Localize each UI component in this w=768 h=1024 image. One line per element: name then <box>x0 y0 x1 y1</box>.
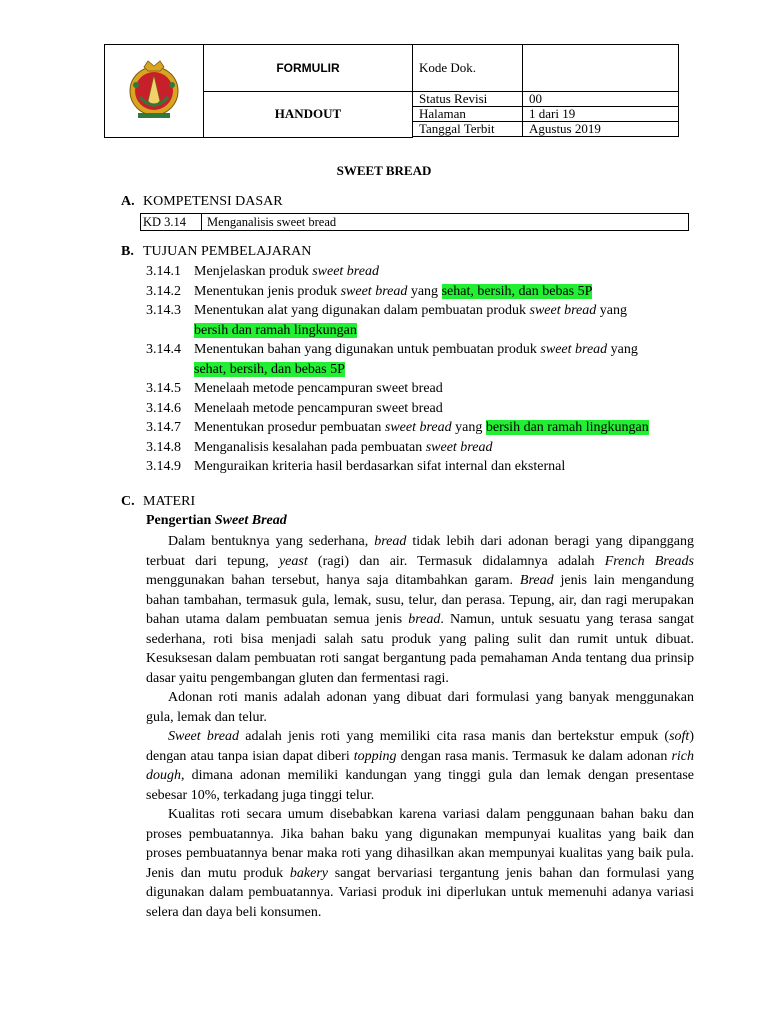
materi-paragraph <box>146 688 694 727</box>
objective-hl: bersih dan ramah lingkungan <box>485 420 649 435</box>
section-title: MATERI <box>143 494 196 509</box>
tanggal-terbit-label: Tanggal Terbit <box>413 122 523 137</box>
paragraph-run: ) dengan atau tanpa isian dapat diberi <box>146 729 694 764</box>
document-title: SWEET BREAD <box>336 163 432 178</box>
objective-num: 3.14.6 <box>146 400 181 416</box>
objective-item <box>146 438 706 458</box>
paragraph-italic-run: rich dough <box>146 748 694 783</box>
objective-em: sweet bread <box>384 420 452 435</box>
paragraph-run: jenis lain mengandung bahan tambahan, termasuk gula, lemak, susu, telur, dan perasa. Tepung, air, dan ragi merupakan bahan utama dalam pembuatan semua jenis <box>146 573 694 627</box>
section-a-heading <box>121 194 283 210</box>
paragraph-italic-run: soft <box>669 729 690 744</box>
objective-item <box>146 457 706 477</box>
objective-text: Menelaah metode pencampuran sweet bread <box>194 400 443 416</box>
halaman-label: Halaman <box>413 106 523 121</box>
logo-cell <box>105 45 204 138</box>
yogyakarta-crest-icon <box>124 57 184 121</box>
form-label: FORMULIR <box>204 45 413 92</box>
status-revisi-label: Status Revisi <box>413 91 523 106</box>
paragraph-italic-run: bakery <box>289 865 328 881</box>
paragraph-run: . Namun, untuk sesuatu yang terasa sangat sederhana, roti bisa menjadi salah satu produk yang paling sulit dan rumit untuk dibuat. Kesuksesan dalam pembuatan roti sangat bergantung pada pemahaman Anda tentang dua prinsip dasar yaitu pengembangan gluten dan fermentasi ragi. <box>146 612 694 686</box>
paragraph-italic-run: Bread <box>519 573 554 588</box>
halaman-value: 1 dari 19 <box>523 106 679 121</box>
objective-num: 3.14.8 <box>146 439 181 455</box>
kd-code: KD 3.14 <box>141 214 202 230</box>
objective-text: Menguraikan kriteria hasil berdasarkan sifat internal dan eksternal <box>194 459 566 474</box>
paragraph-run: Adonan roti manis adalah adonan yang dibuat dari formulasi yang banyak menggunakan gula, lemak dan telur. <box>146 690 694 725</box>
handout-label: HANDOUT <box>204 91 413 137</box>
tanggal-terbit-value: Agustus 2019 <box>523 122 679 137</box>
objective-item <box>146 282 706 302</box>
section-letter: A. <box>121 194 135 209</box>
section-letter: C. <box>121 494 135 509</box>
section-c-heading <box>121 494 195 510</box>
objective-item <box>146 340 706 379</box>
paragraph-run: adalah jenis roti yang memiliki cita rasa manis dan bertekstur empuk ( <box>239 729 670 744</box>
objective-em: sweet bread <box>540 342 608 357</box>
section-title: TUJUAN PEMBELAJARAN <box>143 244 312 259</box>
objective-num: 3.14.3 <box>146 303 181 318</box>
materi-subheading: Pengertian Sweet Bread <box>146 513 287 528</box>
kd-text: Menganalisis sweet bread <box>207 215 337 229</box>
objective-item <box>146 301 706 340</box>
paragraph-italic-run: French Breads <box>604 553 694 569</box>
objective-em: sweet bread <box>312 264 379 279</box>
objective-after: yang <box>407 283 442 299</box>
objective-em: sweet bread <box>340 283 408 299</box>
paragraph-italic-run: bread <box>408 612 441 627</box>
materi-paragraph <box>146 727 694 805</box>
objective-item <box>146 418 706 438</box>
objective-after: yang <box>596 303 627 318</box>
objective-num: 3.14.7 <box>146 420 181 435</box>
paragraph-run: menggunakan bahan tersebut, hanya saja ditambahkan garam. <box>146 573 520 588</box>
kode-dok-value <box>523 45 679 92</box>
paragraph-italic-run: topping <box>353 748 397 764</box>
objective-num: 3.14.5 <box>146 381 181 396</box>
objective-text: Menentukan bahan yang digunakan untuk pembuatan produk <box>194 342 541 357</box>
objective-after: yang <box>607 342 638 357</box>
materi-body <box>146 532 694 922</box>
objective-num: 3.14.9 <box>146 459 181 474</box>
objective-text: Menentukan alat yang digunakan dalam pembuatan produk <box>194 303 530 318</box>
paragraph-run: Dalam bentuknya yang sederhana, <box>168 534 375 549</box>
objective-text: Menentukan jenis produk <box>194 283 341 299</box>
document-header-table <box>104 44 679 138</box>
objective-num: 3.14.2 <box>146 283 181 299</box>
objective-hl: sehat, bersih, dan bebas 5P <box>441 283 593 299</box>
paragraph-italic-run: Sweet bread <box>168 729 240 744</box>
objective-num: 3.14.1 <box>146 264 181 279</box>
section-title: KOMPETENSI DASAR <box>143 194 283 209</box>
kode-dok-label: Kode Dok. <box>413 45 523 92</box>
kd-box <box>140 213 689 231</box>
paragraph-run: dengan rasa manis. Termasuk ke dalam adonan <box>396 748 672 764</box>
objective-item <box>146 379 706 399</box>
objective-cont-hl: sehat, bersih, dan bebas 5P <box>194 361 345 377</box>
objective-text: Menelaah metode pencampuran sweet bread <box>194 381 443 396</box>
objective-list <box>146 262 706 477</box>
objective-cont-hl: bersih dan ramah lingkungan <box>194 322 357 338</box>
status-revisi-value: 00 <box>523 91 679 106</box>
materi-paragraph <box>146 805 694 922</box>
section-letter: B. <box>121 244 134 259</box>
paragraph-run: tidak lebih dari adonan beragi yang dipanggang terbuat dari tepung, <box>146 534 694 569</box>
section-b-heading <box>121 244 311 260</box>
objective-continuation <box>146 321 706 341</box>
paragraph-italic-run: bread <box>374 534 407 549</box>
objective-em: sweet bread <box>425 439 493 455</box>
objective-text: Menjelaskan produk <box>194 264 313 279</box>
objective-text: Menentukan prosedur pembuatan <box>194 420 385 435</box>
objective-item <box>146 399 706 419</box>
objective-after: yang <box>451 420 486 435</box>
paragraph-run: (ragi) dan air. Termasuk didalamnya adalah <box>307 553 605 569</box>
objective-item <box>146 262 706 282</box>
materi-paragraph <box>146 532 694 688</box>
objective-continuation <box>146 360 706 380</box>
paragraph-run: sangat bervariasi tergantung jenis bahan dan formulasi yang digunakan dalam pembuatannya. Variasi produk ini diperlukan untuk memenuhi adanya variasi selera dan daya beli konsumen. <box>146 865 695 920</box>
paragraph-run: Kualitas roti secara umum disebabkan karena variasi dalam penggunaan bahan baku dan proses pembuatannya. Jika bahan baku yang digunakan mempunyai kualitas yang baik dan proses pembuatannya benar maka roti yang dihasilkan akan mempunyai kualitas yang baik pula. Jenis dan mutu produk <box>146 807 694 881</box>
objective-text: Menganalisis kesalahan pada pembuatan <box>194 439 426 455</box>
objective-em: sweet bread <box>529 303 597 318</box>
objective-num: 3.14.4 <box>146 342 181 357</box>
paragraph-italic-run: yeast <box>278 553 308 569</box>
paragraph-run: , dimana adonan memiliki kandungan yang tinggi gula dan lemak dengan presentase sebesar 10%, terkadang juga tinggi telur. <box>146 768 694 803</box>
